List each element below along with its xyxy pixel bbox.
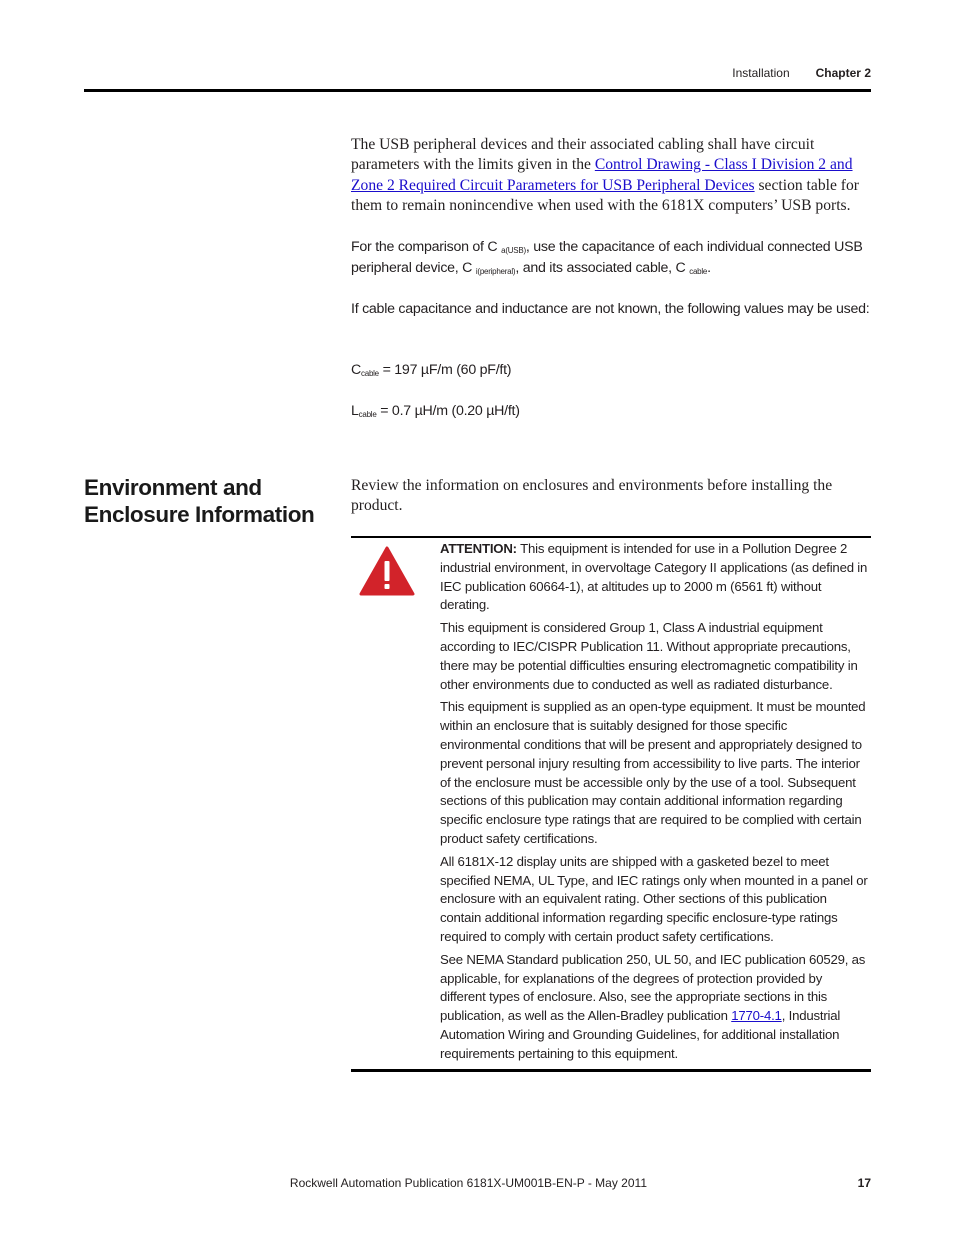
usb-text-before: The USB peripheral devices and their associated cabling shall have circuit parameters with the limits given in the bbox=[351, 136, 815, 174]
usb-text-after: section table for them to remain nonincendive when used with the 6181X computers’ USB ports. bbox=[351, 176, 859, 214]
attention-paragraph-5 bbox=[440, 951, 870, 1064]
review-paragraph bbox=[351, 476, 871, 517]
subscript-cable: cable bbox=[689, 266, 708, 276]
section-heading: Environment and Enclosure Information bbox=[84, 475, 315, 527]
formula-c-sub: cable bbox=[361, 369, 379, 378]
unknown-values-paragraph bbox=[351, 299, 871, 320]
usb-paragraph bbox=[351, 135, 871, 216]
attention-p5-after: , Industrial Automation Wiring and Grounding Guidelines, for additional installation requirements pertaining to this equipment. bbox=[440, 1008, 841, 1061]
subscript-iperipheral: i(peripheral) bbox=[475, 266, 516, 276]
formula-l-symbol: L bbox=[351, 403, 359, 419]
attention-bottom-rule bbox=[351, 1069, 871, 1072]
page-number: 17 bbox=[857, 1176, 871, 1190]
attention-paragraph-3: This equipment is supplied as an open-type equipment. It must be mounted within an enclosure that is suitably designed for those specific environmental conditions that will be present and appropriately designed to prevent personal injury resulting from accessibility to live parts. The interior of the enclosure must be accessible only by the use of a tool. Subsequent sections of this publication may contain additional information regarding specific enclosure type ratings that are required to be complied with certain product safety certifications. bbox=[440, 699, 866, 846]
attention-p1-text: This equipment is intended for use in a Pollution Degree 2 industrial environment, in overvoltage Category II applications (as defined in IEC publication 60664-1), at altitudes up to 2000 m (6561 ft) without derating. bbox=[440, 541, 868, 613]
attention-top-rule bbox=[351, 536, 871, 538]
comparison-text-3: , and its associated cable, C bbox=[515, 259, 690, 276]
formula-c-value: = 197 µF/m (60 pF/ft) bbox=[378, 362, 512, 378]
formula-capacitance bbox=[351, 360, 871, 381]
header-rule bbox=[84, 89, 871, 92]
attention-label: ATTENTION: bbox=[440, 541, 517, 556]
footer-publication: Rockwell Automation Publication 6181X-UM001B-EN-P - May 2011 bbox=[289, 1176, 647, 1190]
formula-c-symbol: C bbox=[351, 362, 361, 378]
unknown-values-text: If cable capacitance and inductance are not known, the following values may be used: bbox=[351, 301, 870, 317]
comparison-text-4: . bbox=[707, 259, 711, 276]
formula-l-value: = 0.7 µH/m (0.20 µH/ft) bbox=[376, 403, 520, 419]
header-section: Installation bbox=[732, 66, 790, 80]
formula-l-sub: cable bbox=[358, 410, 377, 419]
comparison-text-1: For the comparison of C bbox=[351, 239, 502, 255]
formula-inductance bbox=[351, 401, 871, 422]
attention-text bbox=[440, 540, 870, 1068]
warning-triangle-icon bbox=[359, 546, 415, 596]
page-header bbox=[732, 66, 871, 80]
comparison-text-2: , use the capacitance of each individual connected USB peripheral device, C bbox=[351, 239, 863, 276]
attention-paragraph-2: This equipment is considered Group 1, Class A industrial equipment according to IEC/CISPR Publication 11. Without appropriate precautions, there may be potential difficulties ensuring electromagnetic compatibility in other environments due to conducted as well as radiated disturbance. bbox=[440, 620, 858, 692]
comparison-paragraph bbox=[351, 237, 871, 278]
attention-paragraph-4: All 6181X-12 display units are shipped with a gasketed bezel to meet specified NEMA, UL Type, and IEC ratings only when mounted in a panel or enclosure with an equivalent rating. Other sections of this publication contain additional information regarding specific enclosure-type ratings required to comply with certain product safety certifications. bbox=[440, 853, 868, 944]
subscript-ausb: a(USB) bbox=[501, 246, 526, 255]
publication-1770-link[interactable]: 1770-4.1 bbox=[731, 1008, 782, 1024]
header-chapter: Chapter 2 bbox=[815, 66, 871, 80]
attention-p5-before: See NEMA Standard publication 250, UL 50, and IEC publication 60529, as applicable, for explanations of the degrees of protection provided by different types of enclosure. Also, see the appropriate sections in this publication, as well as the Allen-Bradley publication bbox=[440, 951, 866, 1024]
review-text: Review the information on enclosures and environments before installing the product. bbox=[351, 477, 833, 515]
control-drawing-link[interactable]: Control Drawing - Class I Division 2 and Zone 2 Required Circuit Parameters for USB Peripheral Devices bbox=[351, 156, 853, 194]
attention-paragraph-1 bbox=[440, 540, 870, 615]
attention-box bbox=[351, 536, 871, 1072]
